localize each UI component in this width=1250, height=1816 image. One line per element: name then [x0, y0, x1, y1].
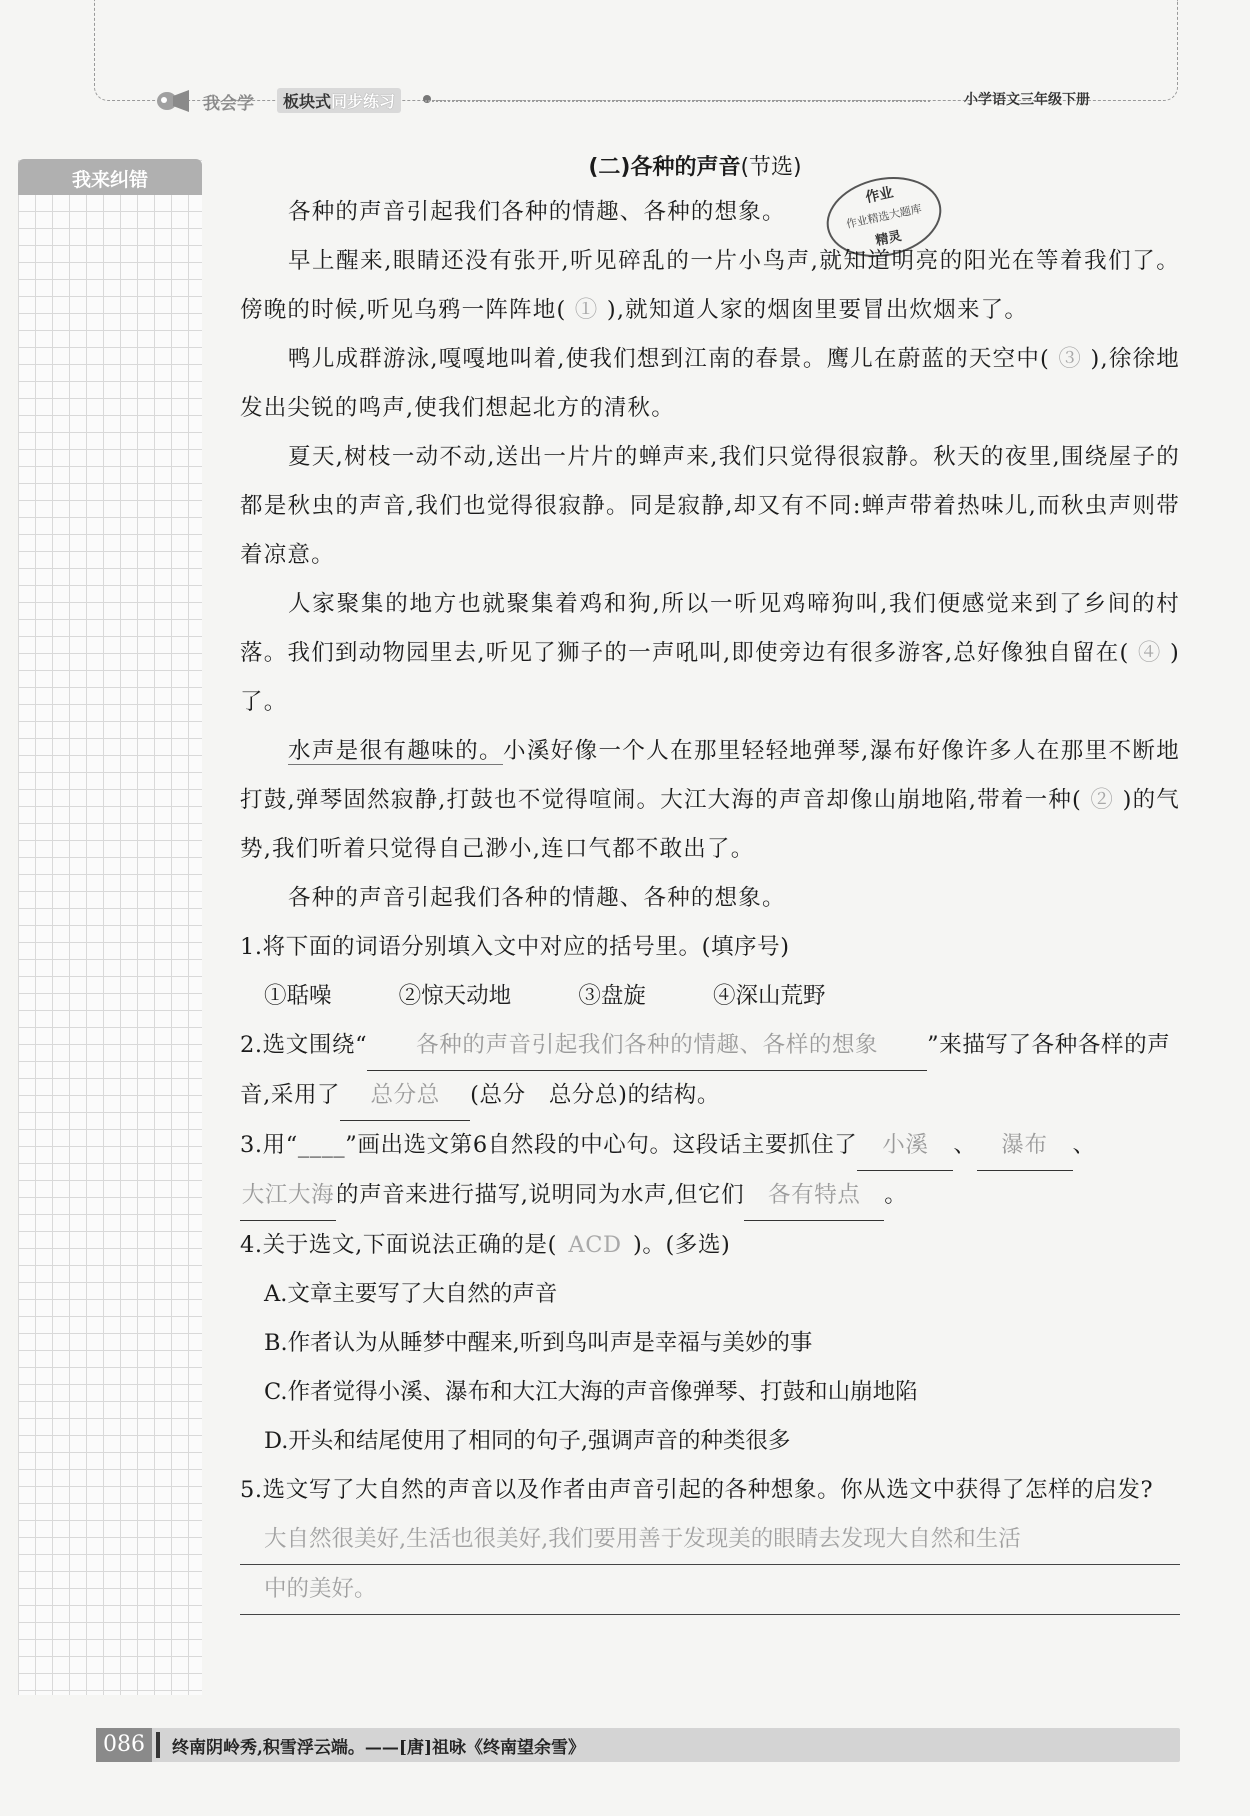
paragraph-5-text-b: )了。	[240, 640, 1180, 715]
question-5: 5.选文写了大自然的声音以及作者由声音引起的各种想象。你从选文中获得了怎样的启发?	[240, 1477, 1154, 1503]
stamp-line-1: 作业	[864, 184, 895, 207]
question-2-text-a: 2.选文围绕“	[240, 1032, 368, 1058]
option-3: ③盘旋	[578, 983, 646, 1009]
answer-2-structure[interactable]: 总分总	[340, 1071, 470, 1121]
paragraph-2-text-b: ),就知道人家的烟囱里要冒出炊烟来了。	[606, 297, 1029, 323]
paragraph-6	[240, 727, 1180, 874]
answer-3-4[interactable]: 各有特点	[744, 1171, 884, 1221]
question-2	[240, 1021, 1180, 1121]
series-tag	[277, 88, 401, 113]
main-content	[240, 148, 1180, 1615]
option-4: ④深山荒野	[713, 983, 826, 1009]
blank-3: ③	[1050, 346, 1091, 372]
question-3-sep-1: 、	[953, 1132, 977, 1158]
choice-d: D.开头和结尾使用了相同的句子,强调声音的种类很多	[264, 1428, 791, 1454]
answer-3-2[interactable]: 瀑布	[977, 1121, 1073, 1171]
top-frame	[94, 0, 1178, 101]
paragraph-2	[240, 237, 1180, 335]
sidebar-tab-label: 我来纠错	[71, 169, 148, 191]
series-tag-b: 同步练习	[331, 92, 396, 111]
paragraph-3-text-a: 鸭儿成群游泳,嘎嘎地叫着,使我们想到江南的春景。鹰儿在蔚蓝的天空中(	[288, 346, 1051, 372]
footer-bar	[156, 1732, 160, 1758]
answer-4[interactable]: ACD	[568, 1232, 622, 1258]
question-4	[240, 1221, 1180, 1270]
answer-5-line-1[interactable]: 大自然很美好,生活也很美好,我们要用善于发现美的眼睛去发现大自然和生活	[240, 1515, 1180, 1565]
footer-quote: 终南阴岭秀,积雪浮云端。——[唐]祖咏《终南望余雪》	[172, 1738, 586, 1758]
blank-2: ②	[1082, 787, 1123, 813]
header-dotted-rule	[425, 100, 930, 102]
paragraph-1: 各种的声音引起我们各种的情趣、各种的想象。	[288, 199, 786, 225]
question-3-sep-2: 、	[1072, 1132, 1096, 1158]
question-4-text-a: 4.关于选文,下面说法正确的是(	[240, 1232, 557, 1258]
passage-title-note: (节选)	[740, 155, 802, 180]
question-2-text-b: ”来描写了各种各样的声音,采用了	[240, 1032, 1171, 1108]
question-3-text-b: 的声音来进行描写,说明同为水声,但它们	[336, 1182, 745, 1208]
choice-b: B.作者认为从睡梦中醒来,听到鸟叫声是幸福与美妙的事	[264, 1330, 813, 1356]
option-1: ①聒噪	[264, 983, 332, 1009]
brand-name: 我会学	[203, 94, 254, 114]
paragraph-6-text-a: 小溪好像一个人在那里轻轻地弹琴,瀑布好像许多人在那里不断地打鼓,弹琴固然寂静,打鼓也不觉得喧闹。大江大海的声音却像山崩地陷,带着一种(	[240, 738, 1180, 813]
correction-grid-panel	[18, 160, 202, 1695]
passage-title-text: (二)各种的声音	[588, 155, 741, 180]
answer-5-line-2[interactable]: 中的美好。	[240, 1565, 1180, 1615]
page-header	[155, 88, 1090, 112]
paragraph-3	[240, 335, 1180, 433]
question-1-options	[240, 972, 1180, 1021]
paragraph-2-text-a: 早上醒来,眼睛还没有张开,听见碎乱的一片小鸟声,就知道明亮的阳光在等着我们了。傍晚的时候,听见乌鸦一阵阵地(	[240, 248, 1180, 323]
question-3	[240, 1121, 1180, 1221]
paragraph-5	[240, 580, 1180, 727]
passage-title	[210, 148, 1180, 188]
page-footer	[96, 1728, 1180, 1762]
blank-1: ①	[566, 297, 607, 323]
sidebar-tab	[18, 159, 202, 195]
question-4-text-b: )。(多选)	[633, 1232, 731, 1258]
stamp-line-3: 精灵	[874, 228, 903, 250]
answer-3-3[interactable]: 大江大海	[240, 1171, 336, 1221]
paragraph-4: 夏天,树枝一动不动,送出一片片的蝉声来,我们只觉得很寂静。秋天的夜里,围绕屋子的都是秋虫的声音,我们也觉得很寂静。同是寂静,却又有不同:蝉声带着热味儿,而秋虫声则带着凉意。	[240, 444, 1180, 568]
blank-4: ④	[1129, 640, 1171, 666]
question-3-text-a: 3.用“____”画出选文第6自然段的中心句。这段话主要抓住了	[240, 1132, 858, 1158]
stamp-line-2: 作业精选大题库	[844, 202, 923, 231]
central-sentence: 水声是很有趣味的。	[288, 738, 503, 764]
megaphone-logo-icon	[155, 88, 197, 112]
question-2-text-c: (总分 总分总)的结构。	[470, 1082, 720, 1108]
choice-a: A.文章主要写了大自然的声音	[264, 1281, 558, 1307]
book-title: 小学语文三年级下册	[964, 92, 1090, 108]
paragraph-3-text-b: ),徐徐地发出尖锐的鸣声,使我们想起北方的清秋。	[240, 346, 1180, 421]
answer-2-main-sentence[interactable]: 各种的声音引起我们各种的情趣、各样的想象	[367, 1021, 927, 1071]
paragraph-6-text-b: )的气势,我们听着只觉得自己渺小,连口气都不敢出了。	[240, 787, 1181, 862]
question-3-text-c: 。	[884, 1182, 908, 1208]
series-tag-a: 板块式	[283, 92, 332, 111]
option-2: ②惊天动地	[398, 983, 512, 1009]
paragraph-7: 各种的声音引起我们各种的情趣、各种的想象。	[288, 885, 786, 911]
question-1: 1.将下面的词语分别填入文中对应的括号里。(填序号)	[240, 934, 790, 960]
answer-3-1[interactable]: 小溪	[857, 1121, 953, 1171]
page-number: 086	[96, 1728, 152, 1762]
paragraph-5-text-a: 人家聚集的地方也就聚集着鸡和狗,所以一听见鸡啼狗叫,我们便感觉来到了乡间的村落。我们到动物园里去,听见了狮子的一声吼叫,即使旁边有很多游客,总好像独自留在(	[240, 591, 1180, 666]
choice-c: C.作者觉得小溪、瀑布和大江大海的声音像弹琴、打鼓和山崩地陷	[264, 1379, 918, 1405]
